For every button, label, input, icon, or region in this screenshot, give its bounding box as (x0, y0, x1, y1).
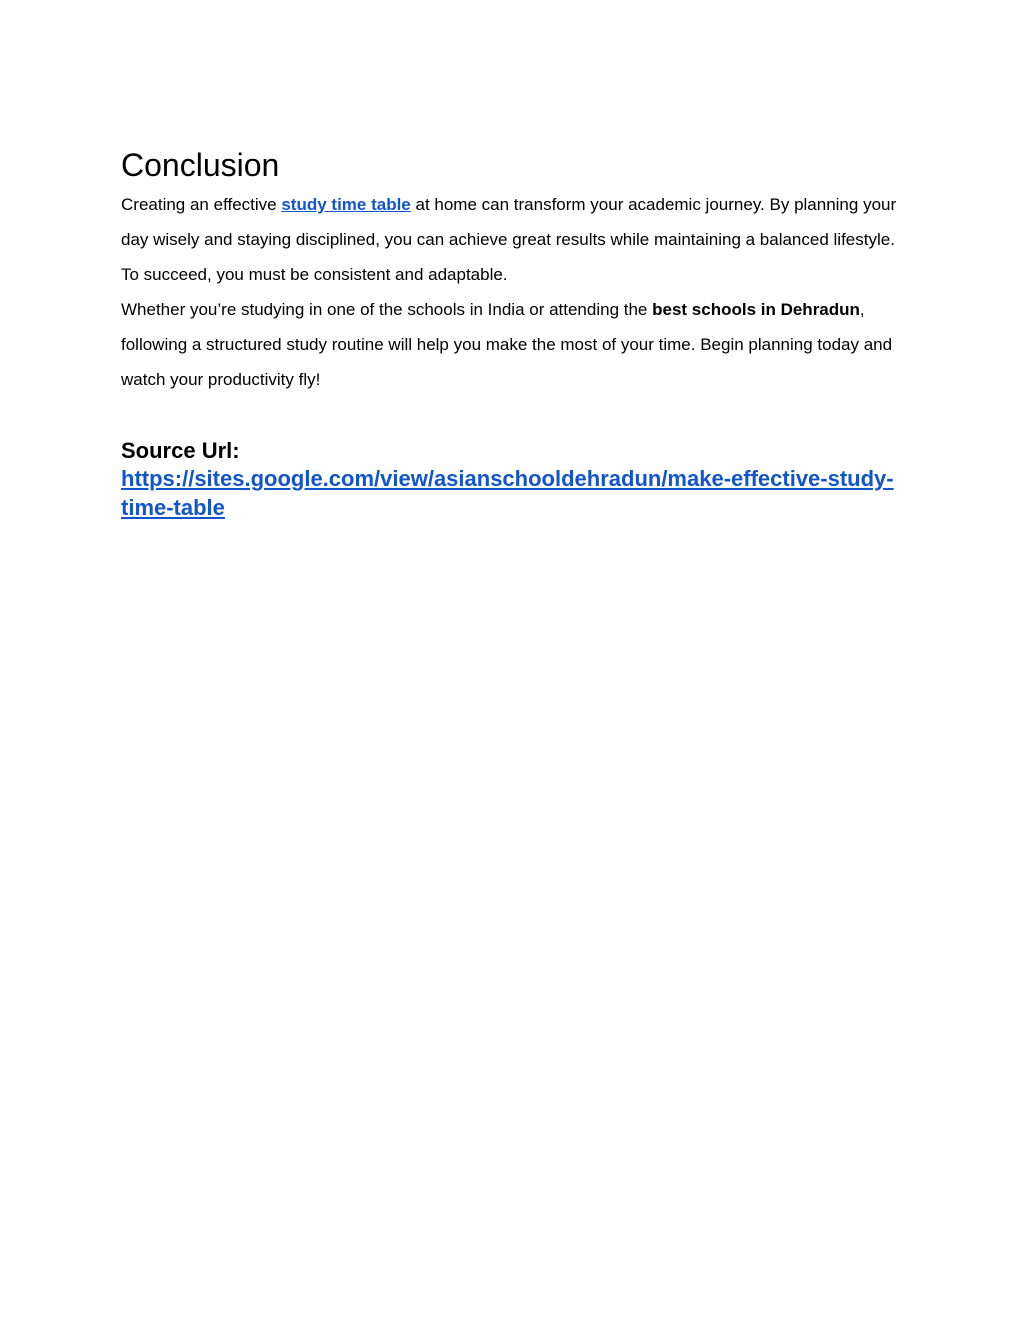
study-time-table-link[interactable]: study time table (281, 195, 411, 214)
paragraph-text: Whether you’re studying in one of the schools in India or attending the (121, 300, 653, 319)
paragraph-text: Creating an effective (121, 195, 282, 214)
source-url-link[interactable]: https://sites.google.com/view/asianschooldehradun/make-effective-study-time-table (121, 466, 894, 520)
paragraph-text: at home can transform your academic journey. By planning your day wisely and staying disciplined, you can achieve great results while maintaining a balanced lifestyle. To succeed, you must be consistent and adaptable. (121, 195, 897, 284)
page-title: Conclusion (121, 147, 280, 183)
paragraph-conclusion (121, 187, 901, 292)
bold-text-best-schools: best schools in Dehradun (652, 300, 860, 319)
paragraph-schools (121, 292, 901, 397)
document-page (121, 143, 901, 522)
paragraph-text: , following a structured study routine will help you make the most of your time. Begin planning today and watch your productivity fly! (121, 300, 893, 389)
source-section (121, 437, 901, 522)
source-url-label: Source Url: (121, 438, 240, 463)
